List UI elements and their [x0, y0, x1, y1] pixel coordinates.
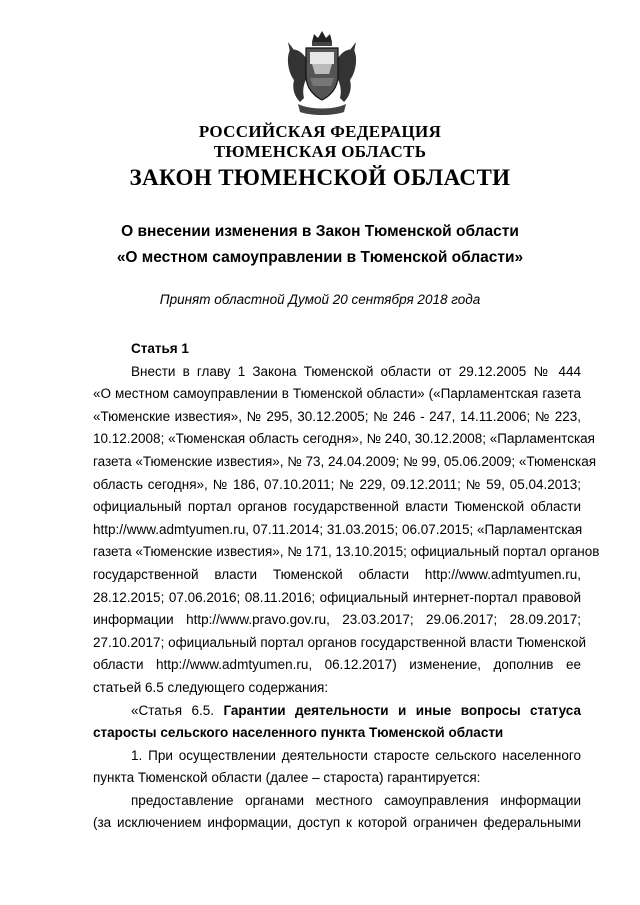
text-line	[93, 700, 581, 723]
article-6-5-paragraph-1	[93, 745, 581, 790]
adoption-note: Принят областной Думой 20 сентября 2018 года	[159, 292, 481, 307]
text-line: http://www.admtyumen.ru, 07.11.2014; 31.03.2015; 06.07.2015; «Парламентская	[93, 521, 583, 537]
article-6-5-title-part-2: старосты сельского населенного пункта Тюменской области	[93, 725, 504, 741]
text-line: 10.12.2008; «Тюменская область сегодня», № 240, 30.12.2008; «Парламентская	[93, 431, 595, 447]
article-1-paragraph	[93, 361, 600, 700]
law-title-line-2: «О местном самоуправлении в Тюменской области»	[116, 249, 524, 266]
text-line: область сегодня», № 186, 07.10.2011; № 229, 09.12.2011; № 59, 05.04.2013;	[93, 476, 581, 492]
text-line: официальный портал органов государственной власти Тюменской области	[93, 499, 581, 515]
text-line: газета «Тюменские известия», № 73, 24.04.2009; № 99, 05.06.2009; «Тюменская	[93, 453, 597, 469]
coat-of-arms-icon	[284, 28, 360, 118]
text-line: «О местном самоуправлении в Тюменской области» («Парламентская газета	[93, 386, 581, 402]
text-line: (за исключением информации, доступ к которой ограничен федеральными	[93, 815, 581, 831]
law-title-line-1: О внесении изменения в Закон Тюменской области	[121, 223, 519, 240]
article-6-5-title-part-1: Гарантии деятельности и иные вопросы статуса	[223, 702, 581, 718]
text-line	[93, 722, 581, 745]
header-country: РОССИЙСКАЯ ФЕДЕРАЦИЯ	[198, 122, 442, 141]
text-line: Внести в главу 1 Закона Тюменской области от 29.12.2005 № 444	[131, 363, 581, 379]
document-type-heading: ЗАКОН ТЮМЕНСКОЙ ОБЛАСТИ	[129, 165, 511, 190]
header-region: ТЮМЕНСКАЯ ОБЛАСТЬ	[213, 142, 427, 161]
text-line: пункта Тюменской области (далее – староста) гарантируется:	[93, 770, 481, 786]
document-body	[93, 338, 600, 835]
text-line: предоставление органами местного самоуправления информации	[131, 792, 581, 808]
text-line: 28.12.2015; 07.06.2016; 08.11.2016; официальный интернет-портал правовой	[93, 589, 581, 605]
text-line: статьей 6.5 следующего содержания:	[93, 679, 329, 695]
text-line: газета «Тюменские известия», № 171, 13.10.2015; официальный портал органов	[93, 544, 600, 560]
text-line: «Тюменские известия», № 295, 30.12.2005; № 246 - 247, 14.11.2006; № 223,	[93, 408, 581, 424]
text-line: информации http://www.pravo.gov.ru, 23.03.2017; 29.06.2017; 28.09.2017;	[93, 612, 581, 628]
article-6-5-heading	[93, 700, 581, 745]
article-6-5-prefix: «Статья 6.5.	[131, 702, 214, 718]
text-line: 1. При осуществлении деятельности старосте сельского населенного	[131, 747, 581, 763]
text-line: области http://www.admtyumen.ru, 06.12.2017) изменение, дополнив ее	[93, 657, 581, 673]
text-line: государственной власти Тюменской области http://www.admtyumen.ru,	[93, 566, 581, 582]
article-6-5-paragraph-2	[93, 790, 581, 835]
article-heading: Статья 1	[131, 341, 189, 356]
text-line: 27.10.2017; официальный портал органов государственной власти Тюменской	[93, 634, 587, 650]
